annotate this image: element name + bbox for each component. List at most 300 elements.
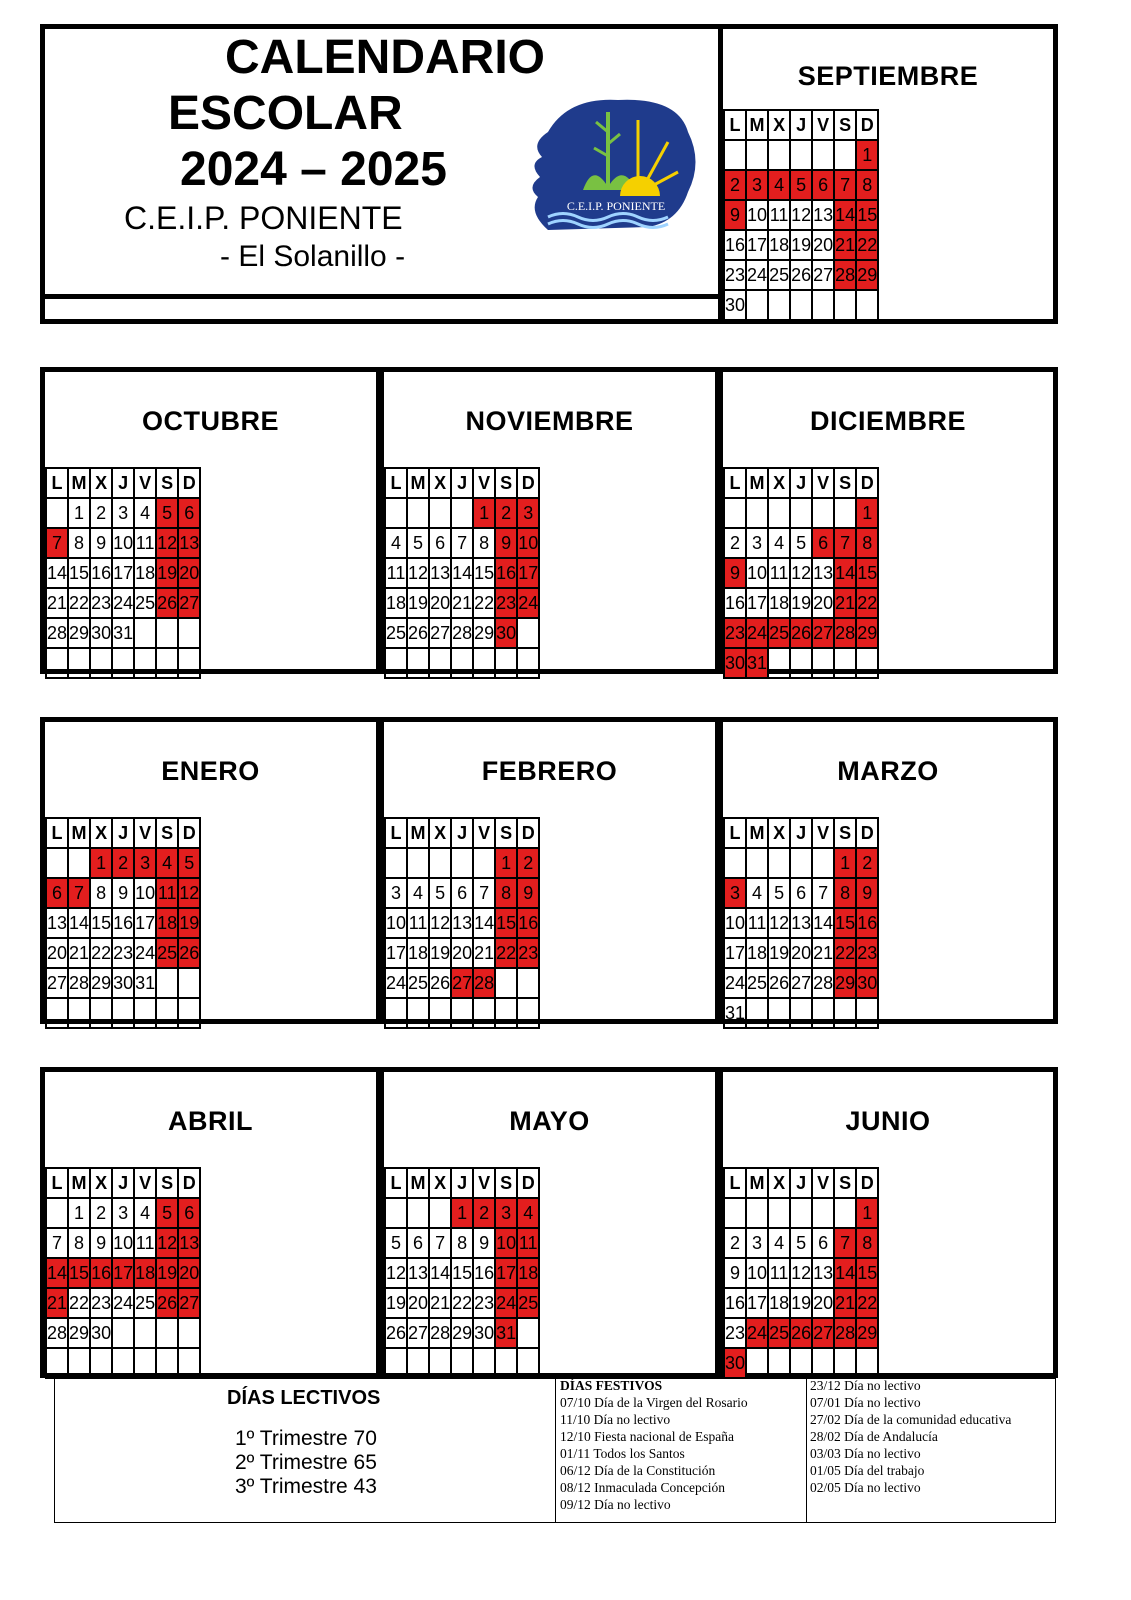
- month-title: FEBRERO: [481, 756, 618, 786]
- weekday-header: L: [724, 110, 746, 140]
- weekday-header: M: [746, 1168, 768, 1198]
- day-cell: 12: [429, 908, 451, 938]
- empty-cell: [724, 498, 746, 528]
- weekday-header: V: [812, 818, 834, 848]
- day-cell: 7: [473, 878, 495, 908]
- day-cell: 20: [46, 938, 68, 968]
- day-cell: 8: [451, 1228, 473, 1258]
- week-row: [385, 1288, 539, 1318]
- day-cell: 20: [178, 558, 200, 588]
- day-cell: 28: [429, 1318, 451, 1348]
- week-row: [724, 998, 878, 1028]
- day-cell: 9: [724, 558, 746, 588]
- day-cell: 23: [724, 1318, 746, 1348]
- day-cell: 13: [429, 558, 451, 588]
- day-cell: 25: [768, 618, 790, 648]
- day-cell: 20: [812, 230, 834, 260]
- empty-cell: [790, 498, 812, 528]
- day-cell: 13: [46, 908, 68, 938]
- month-grid: [384, 467, 540, 679]
- empty-cell: [517, 618, 539, 648]
- day-cell: 22: [856, 1288, 878, 1318]
- day-cell: 6: [178, 498, 200, 528]
- day-cell: 9: [724, 1258, 746, 1288]
- day-cell: 24: [746, 1318, 768, 1348]
- day-cell: 31: [134, 968, 156, 998]
- day-cell: 18: [134, 558, 156, 588]
- day-cell: 17: [134, 908, 156, 938]
- day-cell: 14: [834, 558, 856, 588]
- day-cell: 3: [112, 498, 134, 528]
- week-row: [724, 878, 878, 908]
- day-cell: 30: [90, 618, 112, 648]
- day-cell: 24: [517, 588, 539, 618]
- day-cell: 7: [46, 1228, 68, 1258]
- week-row: [724, 588, 878, 618]
- week-row: [46, 1318, 200, 1348]
- month-abril: [40, 1067, 381, 1378]
- day-cell: 2: [90, 498, 112, 528]
- day-cell: 7: [834, 1228, 856, 1258]
- weekday-header: L: [46, 818, 68, 848]
- weekday-header: S: [495, 468, 517, 498]
- month-mayo: [379, 1067, 720, 1378]
- day-cell: 20: [790, 938, 812, 968]
- empty-cell: [812, 1198, 834, 1228]
- day-cell: 18: [517, 1258, 539, 1288]
- empty-cell: [746, 1348, 768, 1378]
- day-cell: 17: [112, 558, 134, 588]
- day-cell: 8: [68, 528, 90, 558]
- week-row: [724, 1228, 878, 1258]
- weekday-header: X: [429, 468, 451, 498]
- week-row: [385, 878, 539, 908]
- day-cell: 1: [90, 848, 112, 878]
- day-cell: 19: [385, 1288, 407, 1318]
- day-cell: 26: [790, 260, 812, 290]
- weekday-header: J: [790, 1168, 812, 1198]
- week-row: [385, 1198, 539, 1228]
- month-grid: [384, 817, 540, 1029]
- week-row: [385, 848, 539, 878]
- day-cell: 24: [134, 938, 156, 968]
- day-cell: 19: [790, 1288, 812, 1318]
- week-row: [385, 998, 539, 1028]
- empty-cell: [856, 1348, 878, 1378]
- day-cell: 15: [451, 1258, 473, 1288]
- weekday-header: S: [156, 818, 178, 848]
- weekday-header: X: [768, 1168, 790, 1198]
- day-cell: 15: [856, 1258, 878, 1288]
- day-cell: 17: [746, 1288, 768, 1318]
- month-grid: [723, 1167, 879, 1379]
- day-cell: 6: [812, 528, 834, 558]
- day-cell: 16: [724, 1288, 746, 1318]
- day-cell: 17: [517, 558, 539, 588]
- day-cell: 4: [385, 528, 407, 558]
- day-cell: 12: [790, 200, 812, 230]
- day-cell: 25: [768, 260, 790, 290]
- day-cell: 16: [112, 908, 134, 938]
- day-cell: 29: [856, 1318, 878, 1348]
- day-cell: 17: [746, 230, 768, 260]
- month-title: SEPTIEMBRE: [797, 61, 979, 91]
- week-row: [46, 558, 200, 588]
- empty-cell: [495, 968, 517, 998]
- empty-cell: [134, 618, 156, 648]
- weekday-header: D: [856, 1168, 878, 1198]
- day-cell: 4: [517, 1198, 539, 1228]
- day-cell: 18: [768, 230, 790, 260]
- weekday-header: J: [451, 818, 473, 848]
- empty-cell: [856, 290, 878, 320]
- weekday-header: D: [178, 818, 200, 848]
- weekday-header: L: [385, 818, 407, 848]
- weekday-header: J: [451, 468, 473, 498]
- empty-cell: [473, 848, 495, 878]
- empty-cell: [90, 998, 112, 1028]
- day-cell: 26: [768, 968, 790, 998]
- day-cell: 27: [46, 968, 68, 998]
- day-cell: 23: [90, 588, 112, 618]
- festivo-item: 03/03 Día no lectivo: [810, 1446, 921, 1461]
- day-cell: 11: [746, 908, 768, 938]
- week-row: [385, 1348, 539, 1378]
- day-cell: 5: [790, 170, 812, 200]
- empty-cell: [46, 648, 68, 678]
- day-cell: 21: [46, 1288, 68, 1318]
- day-cell: 21: [834, 1288, 856, 1318]
- empty-cell: [68, 848, 90, 878]
- day-cell: 9: [90, 528, 112, 558]
- empty-cell: [451, 848, 473, 878]
- day-cell: 23: [473, 1288, 495, 1318]
- day-cell: 8: [68, 1228, 90, 1258]
- day-cell: 15: [856, 558, 878, 588]
- day-cell: 14: [429, 1258, 451, 1288]
- empty-cell: [724, 848, 746, 878]
- day-cell: 16: [90, 558, 112, 588]
- week-row: [724, 290, 878, 320]
- header-divider: [40, 294, 740, 299]
- day-cell: 8: [856, 1228, 878, 1258]
- day-cell: 11: [156, 878, 178, 908]
- day-cell: 6: [429, 528, 451, 558]
- day-cell: 8: [90, 878, 112, 908]
- day-cell: 21: [834, 588, 856, 618]
- day-cell: 18: [385, 588, 407, 618]
- festivo-item: 28/02 Día de Andalucía: [810, 1429, 938, 1444]
- empty-cell: [834, 140, 856, 170]
- empty-cell: [134, 648, 156, 678]
- day-cell: 2: [90, 1198, 112, 1228]
- day-cell: 22: [68, 1288, 90, 1318]
- day-cell: 10: [746, 558, 768, 588]
- day-cell: 13: [407, 1258, 429, 1288]
- day-cell: 2: [112, 848, 134, 878]
- day-cell: 9: [473, 1228, 495, 1258]
- day-cell: 10: [517, 528, 539, 558]
- day-cell: 30: [112, 968, 134, 998]
- day-cell: 23: [90, 1288, 112, 1318]
- empty-cell: [768, 998, 790, 1028]
- empty-cell: [768, 140, 790, 170]
- empty-cell: [46, 1348, 68, 1378]
- empty-cell: [812, 1348, 834, 1378]
- day-cell: 4: [768, 1228, 790, 1258]
- day-cell: 2: [724, 170, 746, 200]
- festivos-title: DÍAS FESTIVOS: [560, 1378, 663, 1393]
- day-cell: 10: [134, 878, 156, 908]
- empty-cell: [385, 1198, 407, 1228]
- day-cell: 25: [768, 1318, 790, 1348]
- day-cell: 3: [134, 848, 156, 878]
- weekday-header: D: [517, 818, 539, 848]
- day-cell: 22: [90, 938, 112, 968]
- day-cell: 3: [724, 878, 746, 908]
- weekday-header: S: [834, 110, 856, 140]
- festivo-item: 23/12 Día no lectivo: [810, 1378, 921, 1393]
- day-cell: 7: [834, 528, 856, 558]
- day-cell: 21: [451, 588, 473, 618]
- week-row: [724, 170, 878, 200]
- week-row: [724, 618, 878, 648]
- empty-cell: [46, 848, 68, 878]
- month-marzo: [718, 717, 1058, 1024]
- week-row: [46, 1228, 200, 1258]
- day-cell: 20: [178, 1258, 200, 1288]
- day-cell: 22: [68, 588, 90, 618]
- day-cell: 25: [156, 938, 178, 968]
- weekday-header: M: [407, 818, 429, 848]
- day-cell: 5: [790, 528, 812, 558]
- festivo-item: 12/10 Fiesta nacional de España: [560, 1429, 734, 1444]
- day-cell: 29: [90, 968, 112, 998]
- day-cell: 23: [724, 618, 746, 648]
- weekday-header: S: [495, 818, 517, 848]
- day-cell: 15: [90, 908, 112, 938]
- weekday-header: J: [451, 1168, 473, 1198]
- day-cell: 8: [856, 170, 878, 200]
- day-cell: 27: [429, 618, 451, 648]
- day-cell: 11: [407, 908, 429, 938]
- day-cell: 30: [724, 1348, 746, 1378]
- month-grid: [384, 1167, 540, 1379]
- day-cell: 21: [473, 938, 495, 968]
- empty-cell: [46, 1198, 68, 1228]
- weekday-header: D: [856, 110, 878, 140]
- empty-cell: [112, 1318, 134, 1348]
- empty-cell: [134, 1318, 156, 1348]
- weekday-header: D: [856, 468, 878, 498]
- week-row: [385, 1258, 539, 1288]
- weekday-header: L: [46, 468, 68, 498]
- week-row: [724, 1198, 878, 1228]
- day-cell: 14: [473, 908, 495, 938]
- day-cell: 4: [134, 498, 156, 528]
- day-cell: 1: [856, 140, 878, 170]
- empty-cell: [156, 648, 178, 678]
- empty-cell: [768, 1198, 790, 1228]
- day-cell: 22: [856, 230, 878, 260]
- week-row: [46, 588, 200, 618]
- empty-cell: [812, 498, 834, 528]
- week-row: [385, 968, 539, 998]
- day-cell: 7: [451, 528, 473, 558]
- month-enero: [40, 717, 381, 1024]
- week-row: [724, 200, 878, 230]
- day-cell: 7: [812, 878, 834, 908]
- empty-cell: [768, 290, 790, 320]
- day-cell: 18: [768, 1288, 790, 1318]
- empty-cell: [746, 140, 768, 170]
- day-cell: 18: [407, 938, 429, 968]
- empty-cell: [68, 1348, 90, 1378]
- week-row: [46, 1288, 200, 1318]
- day-cell: 3: [746, 528, 768, 558]
- day-cell: 15: [495, 908, 517, 938]
- day-cell: 13: [178, 528, 200, 558]
- empty-cell: [812, 998, 834, 1028]
- lectivos-title: DÍAS LECTIVOS: [227, 1387, 381, 1409]
- empty-cell: [385, 498, 407, 528]
- empty-cell: [407, 1198, 429, 1228]
- week-row: [46, 498, 200, 528]
- day-cell: 27: [790, 968, 812, 998]
- day-cell: 15: [68, 558, 90, 588]
- empty-cell: [473, 1348, 495, 1378]
- festivos-column-2: [806, 1377, 1060, 1522]
- day-cell: 29: [834, 968, 856, 998]
- day-cell: 26: [156, 588, 178, 618]
- day-cell: 23: [724, 260, 746, 290]
- week-row: [46, 618, 200, 648]
- day-cell: 23: [495, 588, 517, 618]
- weekday-header: X: [768, 468, 790, 498]
- weekday-header: M: [68, 818, 90, 848]
- day-cell: 13: [812, 200, 834, 230]
- month-title: DICIEMBRE: [809, 406, 966, 436]
- day-cell: 8: [856, 528, 878, 558]
- empty-cell: [790, 1348, 812, 1378]
- month-grid: [45, 467, 201, 679]
- week-row: [385, 558, 539, 588]
- month-title: ENERO: [161, 756, 260, 786]
- week-row: [385, 938, 539, 968]
- day-cell: 4: [768, 170, 790, 200]
- empty-cell: [178, 1348, 200, 1378]
- weekday-header: D: [517, 468, 539, 498]
- day-cell: 29: [68, 618, 90, 648]
- month-title: ABRIL: [168, 1106, 253, 1136]
- empty-cell: [768, 648, 790, 678]
- empty-cell: [834, 290, 856, 320]
- day-cell: 28: [834, 1318, 856, 1348]
- day-cell: 28: [46, 618, 68, 648]
- day-cell: 9: [856, 878, 878, 908]
- day-cell: 31: [724, 998, 746, 1028]
- weekday-header: X: [768, 110, 790, 140]
- day-cell: 27: [812, 1318, 834, 1348]
- day-cell: 8: [834, 878, 856, 908]
- empty-cell: [451, 1348, 473, 1378]
- day-cell: 13: [790, 908, 812, 938]
- day-cell: 18: [746, 938, 768, 968]
- empty-cell: [90, 1348, 112, 1378]
- empty-cell: [429, 648, 451, 678]
- empty-cell: [407, 498, 429, 528]
- day-cell: 8: [495, 878, 517, 908]
- day-cell: 19: [768, 938, 790, 968]
- weekday-header: V: [812, 468, 834, 498]
- empty-cell: [790, 998, 812, 1028]
- day-cell: 3: [385, 878, 407, 908]
- day-cell: 9: [517, 878, 539, 908]
- day-cell: 24: [112, 1288, 134, 1318]
- day-cell: 26: [790, 1318, 812, 1348]
- day-cell: 16: [90, 1258, 112, 1288]
- day-cell: 22: [495, 938, 517, 968]
- school-name: C.E.I.P. PONIENTE: [124, 200, 403, 236]
- day-cell: 14: [46, 558, 68, 588]
- weekday-header: M: [68, 468, 90, 498]
- weekday-header: X: [429, 1168, 451, 1198]
- day-cell: 15: [834, 908, 856, 938]
- weekday-header: V: [134, 1168, 156, 1198]
- day-cell: 17: [112, 1258, 134, 1288]
- empty-cell: [495, 998, 517, 1028]
- festivo-item: 01/11 Todos los Santos: [560, 1446, 685, 1461]
- empty-cell: [495, 648, 517, 678]
- day-cell: 18: [768, 588, 790, 618]
- weekday-header: M: [407, 1168, 429, 1198]
- festivo-item: 27/02 Día de la comunidad educativa: [810, 1412, 1012, 1427]
- day-cell: 22: [451, 1288, 473, 1318]
- empty-cell: [429, 498, 451, 528]
- weekday-header: L: [724, 468, 746, 498]
- weekday-header: X: [90, 468, 112, 498]
- day-cell: 19: [156, 1258, 178, 1288]
- empty-cell: [473, 648, 495, 678]
- month-diciembre: [718, 367, 1058, 674]
- weekday-header: X: [90, 818, 112, 848]
- week-row: [46, 1198, 200, 1228]
- day-cell: 2: [517, 848, 539, 878]
- weekday-header: S: [495, 1168, 517, 1198]
- weekday-header: S: [834, 818, 856, 848]
- day-cell: 10: [385, 908, 407, 938]
- weekday-header: X: [90, 1168, 112, 1198]
- day-cell: 5: [429, 878, 451, 908]
- weekday-header: D: [178, 468, 200, 498]
- empty-cell: [429, 998, 451, 1028]
- festivo-item: 09/12 Día no lectivo: [560, 1497, 671, 1512]
- week-row: [724, 1258, 878, 1288]
- weekday-header: V: [134, 818, 156, 848]
- empty-cell: [46, 998, 68, 1028]
- empty-cell: [112, 1348, 134, 1378]
- empty-cell: [46, 498, 68, 528]
- day-cell: 1: [68, 1198, 90, 1228]
- week-row: [46, 1258, 200, 1288]
- day-cell: 19: [156, 558, 178, 588]
- empty-cell: [724, 1198, 746, 1228]
- day-cell: 1: [495, 848, 517, 878]
- day-cell: 28: [451, 618, 473, 648]
- day-cell: 17: [746, 588, 768, 618]
- week-row: [385, 1318, 539, 1348]
- day-cell: 30: [724, 648, 746, 678]
